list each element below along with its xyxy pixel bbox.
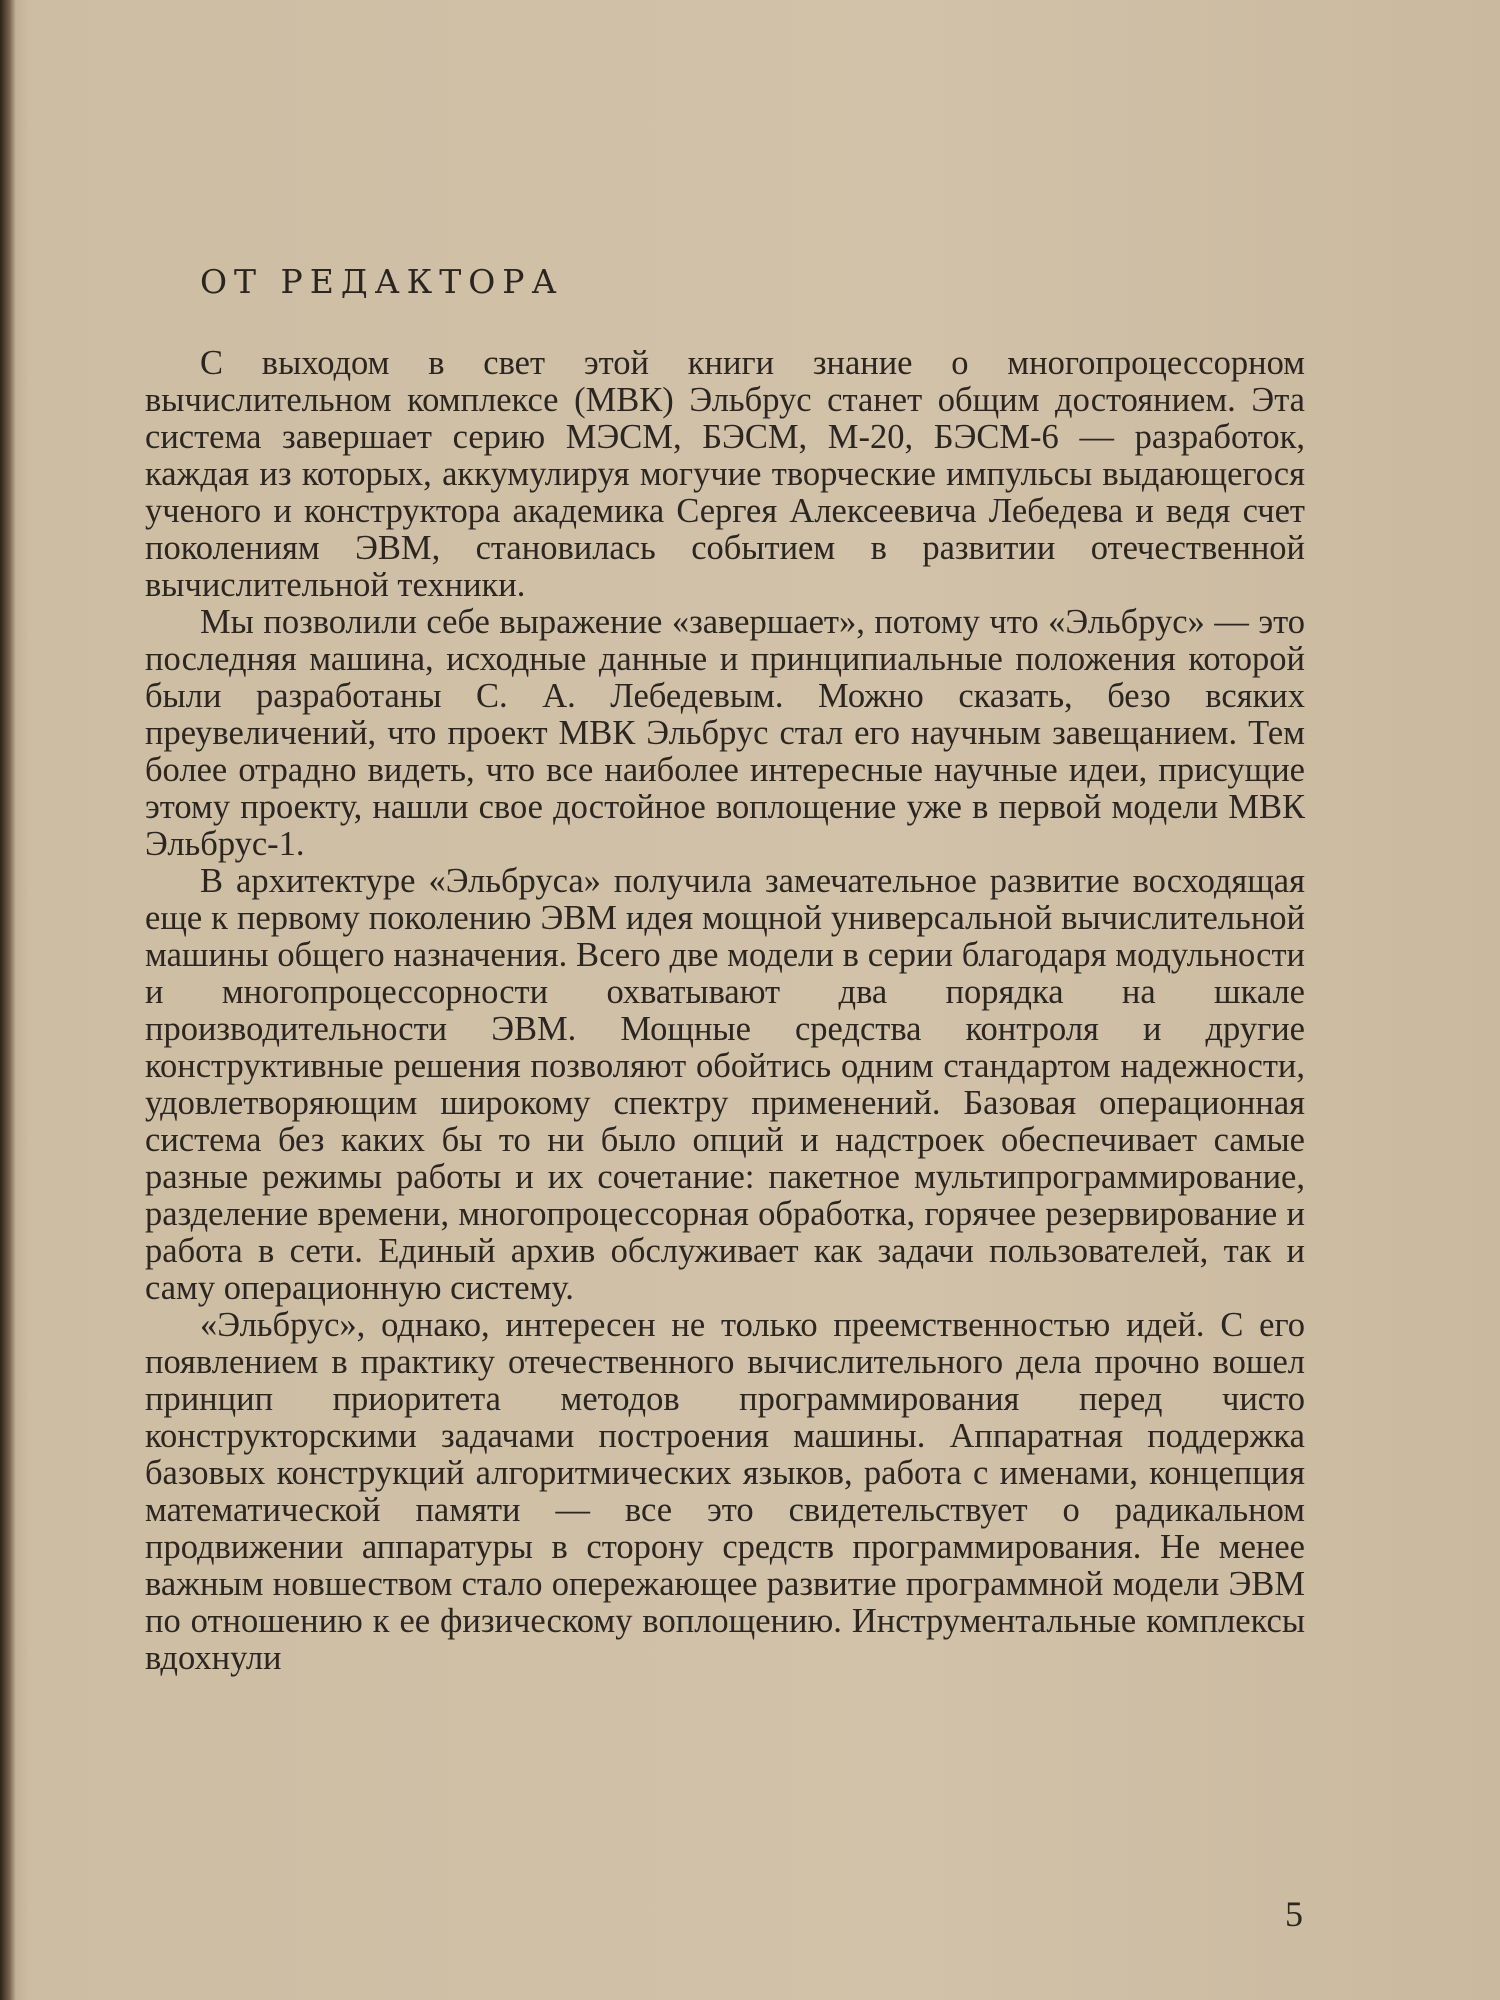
paragraph: В архитектуре «Эльбруса» получила замечательное развитие восходящая еще к первому поколению ЭВМ идея мощной универсальной вычислительной машины общего назначения. Всего две модели в серии благодаря модульности и многопроцессорности охватывают два порядка на шкале производительности ЭВМ. Мощные средства контроля и другие конструктивные решения позволяют обойтись одним стандартом надежности, удовлетворяющим широкому спектру применений. Базовая операционная система без каких бы то ни было опций и надстроек обеспечивает самые разные режимы работы и их сочетание: пакетное мультипрограммирование, разделение времени, многопроцессорная обработка, горячее резервирование и работа в сети. Единый архив обслуживает как задачи пользователей, так и саму операционную систему. <box>145 862 1305 1307</box>
page-binding-edge <box>0 0 16 2000</box>
paragraph: Мы позволили себе выражение «завершает», потому что «Эльбрус» — это последняя машина, исходные данные и принципиальные положения которой были разработаны С. А. Лебедевым. Можно сказать, безо всяких преувеличений, что проект МВК Эльбрус стал его научным завещанием. Тем более отрадно видеть, что все наиболее интересные научные идеи, присущие этому проекту, нашли свое достойное воплощение уже в первой модели МВК Эльбрус-1. <box>145 603 1305 863</box>
paragraph: С выходом в свет этой книги знание о многопроцессорном вычислительном комплексе (МВК) Эльбрус станет общим достоянием. Эта система завершает серию МЭСМ, БЭСМ, М-20, БЭСМ-6 — разработок, каждая из которых, аккумулируя могучие творческие импульсы выдающегося ученого и конструктора академика Сергея Алексеевича Лебедева и ведя счет поколениям ЭВМ, становилась событием в развитии отечественной вычислительной техники. <box>145 344 1305 604</box>
body-text <box>145 345 1305 1677</box>
page-content <box>145 0 1305 2000</box>
section-heading: ОТ РЕДАКТОРА <box>200 262 564 301</box>
paragraph: «Эльбрус», однако, интересен не только преемственностью идей. С его появлением в практику отечественного вычислительного дела прочно вошел принцип приоритета методов программирования перед чисто конструкторскими задачами построения машины. Аппаратная поддержка базовых конструкций алгоритмических языков, работа с именами, концепция математической памяти — все это свидетельствует о радикальном продвижении аппаратуры в сторону средств программирования. Не менее важным новшеством стало опережающее развитие программной модели ЭВМ по отношению к ее физическому воплощению. Инструментальные комплексы вдохнули <box>145 1306 1305 1677</box>
page-number: 5 <box>1285 1894 1303 1934</box>
